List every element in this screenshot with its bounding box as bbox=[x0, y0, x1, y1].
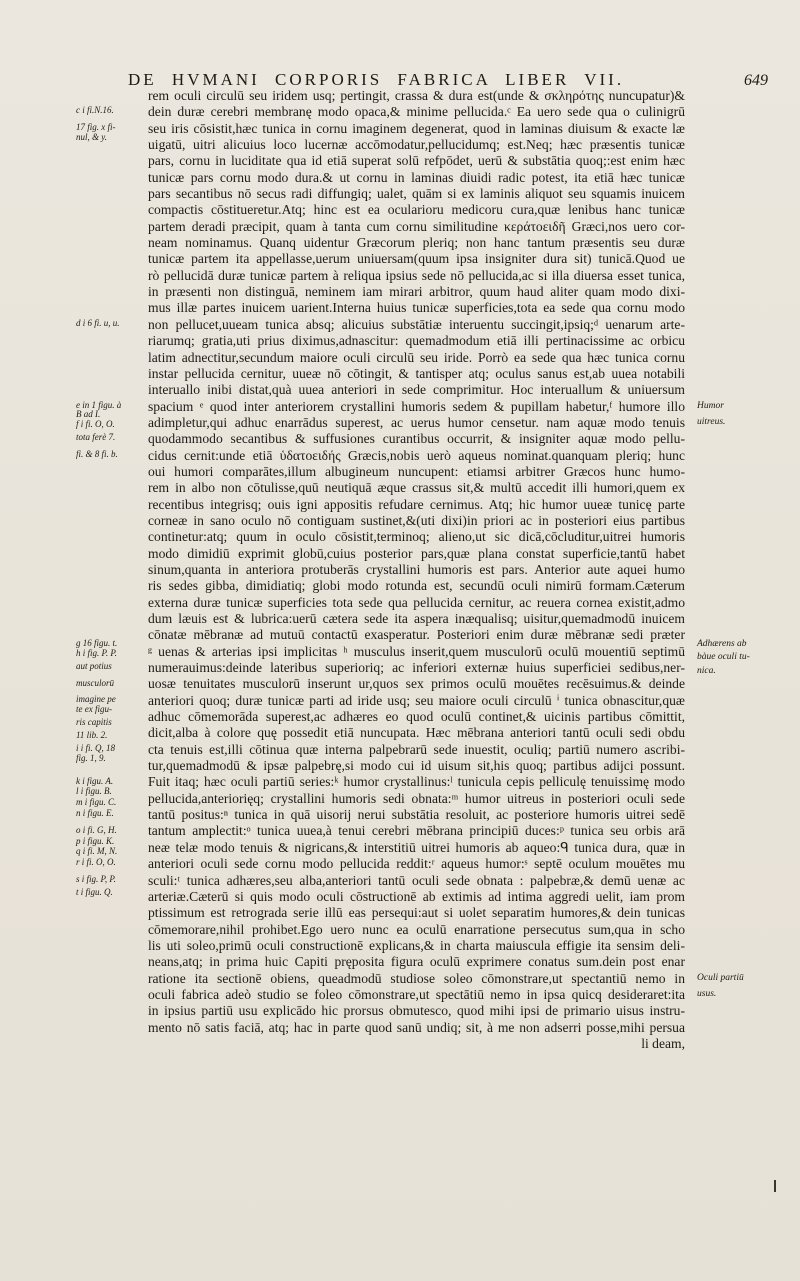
body-line: lis uti soleo,primū oculi constructionē explicans,& in charta maiuscula effigie ita sensim deli- bbox=[148, 937, 685, 953]
body-line: cta tenuis est,illi cōtinua quæ interna palpebrarū sede inuestit, oculiq; partiū numero ascribi- bbox=[148, 741, 685, 757]
margin-note: usus. bbox=[697, 989, 717, 1000]
body-line: rò pellucidā duræ tunicæ partem à reliqua ipsius sede nō pellucida,ac si illa diuersa esset tunica, bbox=[148, 267, 685, 283]
margin-note: o i fi. G, H. bbox=[76, 824, 117, 835]
margin-note: Oculi partiū bbox=[697, 972, 744, 983]
margin-note: g 16 figu. t. bbox=[76, 638, 118, 649]
body-line: cōmemorare,nihil prohibet.Ego uero nunc ea oculū enarratione persecutus sum,qua in scho bbox=[148, 921, 685, 937]
body-line: adhuc cōmemorāda superest,ac adhæres eo quod oculū continet,& uicinis partibus cōmittit, bbox=[148, 709, 685, 725]
body-line: externa duræ tunicæ superficies tota sede qua pellucida cernitur, ac reuera cornea existit,admo bbox=[148, 594, 685, 610]
body-line: cidus cernit:unde etiā ὑδατοειδής Græcis,nobis uerò aqueus nominat.quanquam pleriq; hunc bbox=[148, 447, 685, 463]
body-line: mus illæ partes inuicem uarient.Interna huius tunicæ superficies,tota ea sede qua cornu modo bbox=[148, 300, 685, 316]
body-line: rem oculi circulū seu iridem usq; pertingit, crassa & dura est(unde & σκληρότης nuncupatur)& bbox=[148, 88, 685, 103]
body-line: neam nominamus. Quanq uidentur Græcorum pleriq; non hanc tantum præsentis seu duræ bbox=[148, 235, 685, 251]
margin-note: i i fi. Q, 18 bbox=[76, 743, 116, 753]
margin-note: k i figu. A. bbox=[76, 775, 114, 786]
body-line: sculi:ᵗ tunica adhæres,seu alba,anteriori tantū oculi sede obnata : palpebræ,& demū uenæ ac bbox=[148, 872, 685, 888]
margin-note: 11 lib. 2. bbox=[76, 729, 108, 740]
body-line: cōnatæ mēbranæ ad mutuū contactū exasperatur. Posteriori enim duræ mēbranæ sedi præter bbox=[148, 627, 685, 643]
margin-note: s i fig. P, P. bbox=[76, 873, 116, 884]
margin-note: fig. 1, 9. bbox=[76, 752, 106, 763]
margin-note: f i fi. O, O. bbox=[76, 419, 115, 430]
body-line: ris sedes gibba, dimidiatiq; globi modo rotunda est, secundū oculi nimirū formam.Cæterum bbox=[148, 578, 685, 594]
body-line: Fuit itaq; hæc oculi partiū series:ᵏ humor crystallinus:ˡ tunicula cepis pelliculę tenuissimę modo bbox=[148, 774, 685, 790]
body-line: tantum amplectit:ᵒ tunica uuea,à tenui cerebri mēbrana principiū duces:ᵖ tunica seu orbis arā bbox=[148, 823, 685, 839]
body-line: dein duræ cerebri membranę modo opaca,& minime pellucida.ᶜ Ea uero sede qua o culinigrū bbox=[148, 104, 685, 120]
body-line: latim adnectitur,secundum maiore oculi circulū seu iride. Porrò ea sede qua hæc tunica cornu bbox=[148, 349, 685, 365]
body-line: ratione ita sectionē obiens, queadmodū studiose soleo cōmonstrare,ut spectantiū nemo in bbox=[148, 970, 685, 986]
body-text-block bbox=[148, 88, 685, 1052]
margin-note: Adhærens ab bbox=[697, 639, 747, 650]
body-line: uosæ tenuitates musculorū inserunt ur,quos sex primos oculū mouētes recēsuimus.& deinde bbox=[148, 676, 685, 692]
body-line: tunicæ partem ita appellasse,uerum uniuersam(quum ipsa insigniter dura sit) tunicā.Quod ue bbox=[148, 251, 685, 267]
ink-mark bbox=[774, 1180, 776, 1192]
margin-note: Humor bbox=[697, 400, 724, 411]
margin-note: m i figu. C. bbox=[76, 796, 117, 807]
margin-note: q i fi. M, N. bbox=[76, 846, 118, 856]
body-line: instar pellucida cernitur, uueæ nō cōtingit, & tantisper atq; oculus sanus est,ab uuea notabili bbox=[148, 365, 685, 381]
margin-note: tota ferè 7. bbox=[76, 432, 116, 443]
body-line: arteriæ.Cæterū si quis modo oculi cōstructionē ab extimis ad intima aggredi uelit, iam prom bbox=[148, 888, 685, 904]
body-line: uigatū, uitri alicuius loco lucernæ accōmodatur,pellucidumq; est.Neq; hæc præsentis tunicæ bbox=[148, 137, 685, 153]
margin-note: r i fi. O, O. bbox=[76, 857, 116, 868]
body-line: compactis cōstitueretur.Atq; hinc est ea ocularioru medicoru cura,quæ lenibus hanc tunicæ bbox=[148, 202, 685, 218]
margin-note: d i 6 fi. u, u. bbox=[76, 317, 120, 328]
margin-note: l i figu. B. bbox=[76, 785, 112, 796]
margin-note: uitreus. bbox=[697, 417, 726, 427]
running-head bbox=[128, 70, 768, 90]
body-line: riarumq; gratia,uti prius diximus,adnascitur: quemadmodum etiā illi pertinacissime ac orbicu bbox=[148, 333, 685, 349]
margin-note: bàue oculi tu- bbox=[697, 652, 750, 663]
body-line: dum læuis est & lubrica:uerū cætera sede ita aspera inæqualisq; uisitur,quemadmodū inuicem bbox=[148, 611, 685, 626]
body-line: oui humori comparātes,illum albugineum nuncupent: etiamsi arbitrer Græcos hunc humo- bbox=[148, 463, 685, 479]
margin-note: h i fig. P. P. bbox=[76, 648, 117, 659]
body-line: neans,atq; in prima huic Capiti pręposita figura oculū exprimere conatus sum.dein post enar bbox=[148, 954, 685, 970]
body-line: adimpletur,qui adhuc enarrādus superest, ac uerus humor censetur. nam aquæ modo tenuis bbox=[148, 414, 685, 430]
margin-note: nica. bbox=[697, 665, 716, 676]
margin-note: p i figu. K. bbox=[76, 836, 115, 847]
body-line: seu iris cōsistit,hæc tunica in cornu imaginem degenerat, quod in laminas diuisum & exacte læ bbox=[148, 120, 685, 136]
margin-note: n i figu. E. bbox=[76, 808, 114, 819]
margin-note: nul, & y. bbox=[76, 131, 107, 142]
body-line: recentibus integrisq; ouis igni appositis refudare cernimus. Atq; hic humor uueæ tunicę parte bbox=[148, 496, 685, 512]
body-line: quodammodo secantibus & suffusiones curantibus occurrit, & insigniter aquæ modo pellu- bbox=[148, 431, 685, 447]
body-line: rem in albo non cōtulisse,quū neutiquā æque crassus sit,& multū accedit illi humori,quem ex bbox=[148, 480, 685, 496]
margin-note: 17 fig. x fi- bbox=[76, 121, 116, 132]
margin-note: fi. & 8 fi. b. bbox=[76, 448, 118, 459]
body-line: modo dimidiū exprimit globū,cuius posterior pars,quæ plana constat superficie,tantū habet bbox=[148, 545, 685, 561]
margin-note: ris capitis bbox=[76, 716, 112, 727]
body-line: pars secantibus nō secus radi diffungiq; ualet, quām si ex laminis aliquot seu squamis inuicem bbox=[148, 186, 685, 202]
body-line: pars, cornu in luciditate qua id etiā superat solū refpōdet, uerū & substātia quoq;:est enim hæc bbox=[148, 153, 685, 169]
margin-note: aut potius bbox=[76, 661, 112, 672]
body-line: tantū positus:ⁿ tunica in quā uisorij nerui substātia resoluit, ac posteriore humoris uitrei sedē bbox=[148, 807, 685, 823]
body-line: anteriori oculi sede cornu modo pellucida reddit:ʳ aqueus humor:ˢ septē oculum mouētes mu bbox=[148, 856, 685, 872]
body-line: dicit,alba à colore quę possedit etiā nuncupata. Hæc mēbrana anteriori tantū oculi sedi obdu bbox=[148, 725, 685, 741]
body-line: continetur:atq; quum in oculo cōsistit,terminoq; alieno,ut sic dicā,cōcluditur,uitrei humoris bbox=[148, 529, 685, 545]
body-line: ᵍ uenas & arterias ipsi implicitas ʰ musculus inserit,quem musculorū oculū mouentiū septimū bbox=[148, 643, 685, 659]
body-line: interuallo inibi distat,quà uuea anteriori in sede comprimitur. Hoc interuallum & uniuersum bbox=[148, 382, 685, 398]
body-line: spacium ᵉ quod inter anteriorem crystallini humoris sedem & pupillam habetur,ᶠ humore illo bbox=[148, 398, 685, 414]
body-line: pellucida,anteriorięq; crystallini humoris sedi obnata:ᵐ humor uitreus in posteriori oculi sede bbox=[148, 790, 685, 806]
body-line: li deam, bbox=[641, 1035, 685, 1051]
margin-note: te ex figu- bbox=[76, 703, 112, 714]
body-line: tur,quemadmodū & ipsæ palpebrę,si modo cui id uisum sit,his quoq; partibus adijci possunt. bbox=[148, 758, 685, 774]
body-line: numerauimus:deinde lateribus superioriq; ac inferiori externæ huius superficiei sedibus,ner- bbox=[148, 660, 685, 676]
body-line: tunicæ pars cornu modo dura.& ut cornu in laminas diuidi radic potest, ita etiā hæc tunicæ bbox=[148, 169, 685, 185]
body-line: neæ telæ modo tenuis & nigricans,& interstitiū uitrei humoris ab aqueo:ᑫ tunica dura, quæ in bbox=[148, 839, 685, 855]
margin-note: e in 1 figu. à bbox=[76, 399, 122, 410]
margin-note: imagine pe bbox=[76, 693, 116, 704]
margin-note: t i figu. Q. bbox=[76, 886, 113, 897]
body-line: non pellucet,uueam tunica absq; alicuius substātiæ interuentu succingit,ipsiq;ᵈ uenarum arte- bbox=[148, 316, 685, 332]
margin-note: c i fi.N.16. bbox=[76, 105, 114, 116]
page-number: 649 bbox=[744, 72, 768, 89]
margin-note: B ad I. bbox=[76, 409, 101, 420]
body-line: ptissimum est retrograda serie illū eas persequi:aut si uolet separatim humores,& dein tunicas bbox=[148, 905, 685, 921]
body-line: corneæ in sano oculo nō contiguam sustinet,&(uti dixi)in priori ac in posteriori eius partibus bbox=[148, 512, 685, 528]
body-line: sinum,quanta in anteriora protuberās crystallini humoris est pars. Anterior aute aquei humo bbox=[148, 561, 685, 577]
margin-note: musculorū bbox=[76, 677, 114, 688]
body-line: oculi fabrica adeò studio se foleo cōmonstrare,ut spectātiū nemo in ipsa quicq desideraret:ita bbox=[148, 986, 685, 1002]
running-head-title: DE HVMANI CORPORIS FABRICA LIBER VII. bbox=[128, 70, 625, 89]
body-line: anteriori quoq; duræ tunicæ parti ad iride usq; seu maiore oculi circulū ⁱ tunica obnascitur,quæ bbox=[148, 692, 685, 708]
body-line: in præsenti non distinguā, neminem iam mirari arbitror, quum haud aliter quam modo dixi- bbox=[148, 284, 685, 300]
body-line: in ipsius partiū usu explicādo hic prorsus obmutesco, quod mihi ipsi de primario uisus instru- bbox=[148, 1003, 685, 1019]
body-line: partem deradi præcipit, quam à tanta cum cornu similitudine κεράτοειδῆ Græci,nos uero cor- bbox=[148, 218, 685, 234]
body-line: mento nō satis faciā, atq; hac in parte quod sanū undiq; sit, à me non adserri posse,mihi persua bbox=[148, 1019, 685, 1035]
